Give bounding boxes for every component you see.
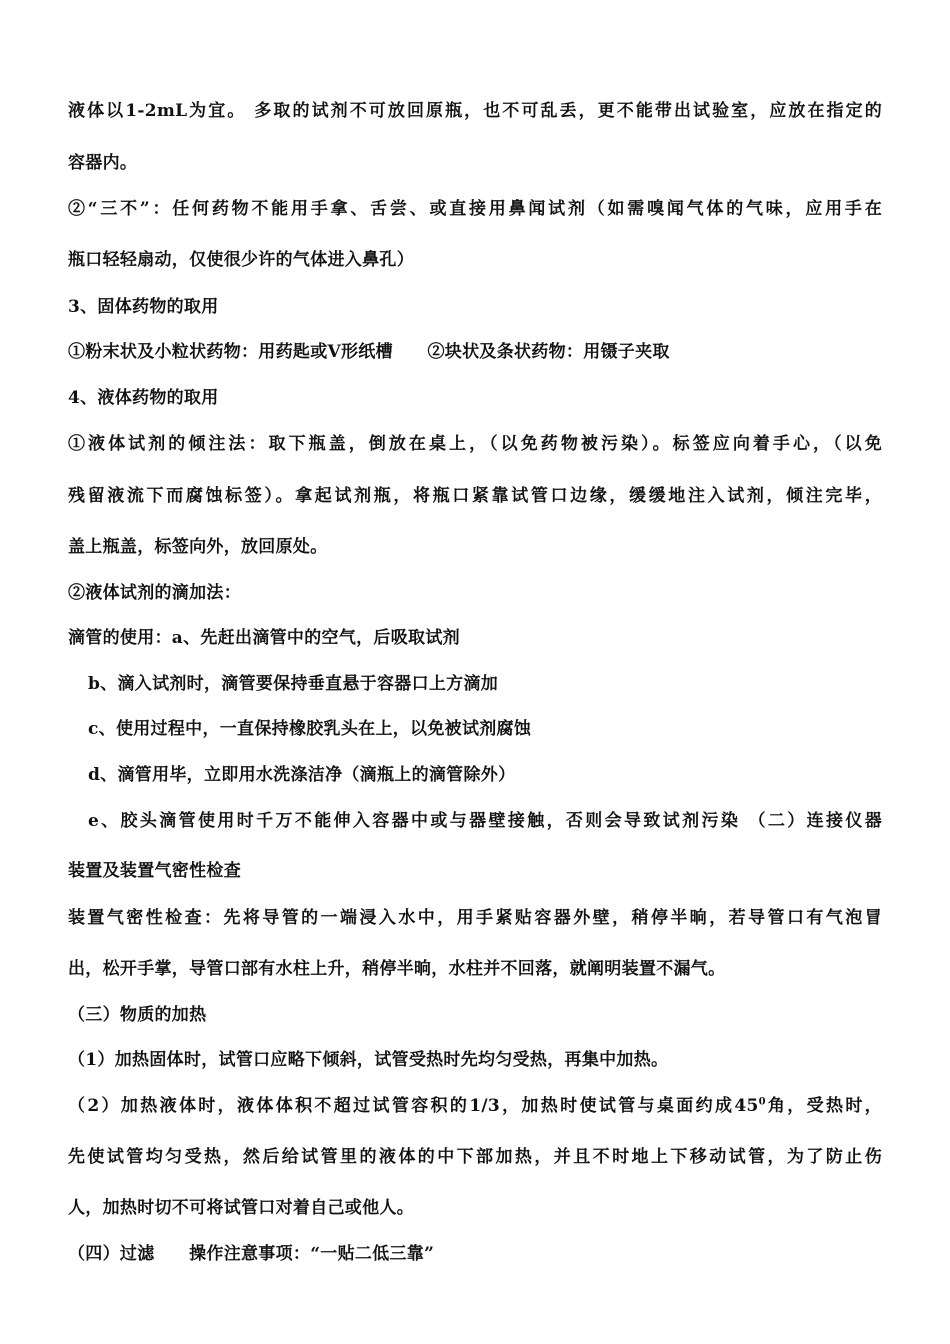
- text-line: ①粉末状及小粒状药物：用药匙或V形纸槽 ②块状及条状药物：用镊子夹取: [68, 342, 670, 362]
- text-line: [68, 1095, 882, 1117]
- section-heading: 4、液体药物的取用: [68, 388, 219, 408]
- text-line: 盖上瓶盖，标签向外，放回原处。: [68, 537, 328, 557]
- text-line: 液体以1-2mL为宜。 多取的试剂不可放回原瓶，也不可乱丢，更不能带出试验室，应放在指定的: [68, 101, 882, 121]
- text-line: （1）加热固体时，试管口应略下倾斜，试管受热时先均匀受热，再集中加热。: [68, 1050, 669, 1070]
- text-line: 先使试管均匀受热，然后给试管里的液体的中下部加热，并且不时地上下移动试管，为了防止伤: [68, 1147, 882, 1167]
- text-line: ②液体试剂的滴加法：: [68, 583, 241, 603]
- text-line: e、胶头滴管使用时千万不能伸入容器中或与器壁接触，否则会导致试剂污染 （二）连接仪器: [88, 811, 882, 831]
- section-heading: 3、固体药物的取用: [68, 297, 219, 317]
- section-heading: （四）过滤 操作注意事项：“一贴二低三靠”: [68, 1244, 435, 1264]
- section-heading: （三）物质的加热: [68, 1005, 207, 1025]
- text-line: 残留液流下而腐蚀标签）。拿起试剂瓶，将瓶口紧靠试管口边缘，缓缓地注入试剂，倾注完毕，: [68, 486, 882, 506]
- text-line: 出，松开手掌，导管口部有水柱上升，稍停半晌，水柱并不回落，就阐明装置不漏气。: [68, 959, 726, 979]
- text-line: c、使用过程中，一直保持橡胶乳头在上，以免被试剂腐蚀: [88, 719, 532, 739]
- text-segment: 角，受热时，: [765, 1096, 882, 1116]
- text-line: 人，加热时切不可将试管口对着自己或他人。: [68, 1198, 414, 1218]
- text-line: ①液体试剂的倾注法：取下瓶盖，倒放在桌上，（以免药物被污染）。标签应向着手心，（以免: [68, 434, 882, 454]
- text-line: d、滴管用毕，立即用水洗涤洁净（滴瓶上的滴管除外）: [88, 765, 516, 785]
- text-line: ②“三不”：任何药物不能用手拿、舌尝、或直接用鼻闻试剂（如需嗅闻气体的气味，应用手在: [68, 199, 882, 219]
- text-segment: （2）加热液体时，液体体积不超过试管容积的1/3，加热时使试管与桌面约成45: [68, 1096, 759, 1116]
- text-line: b、滴入试剂时，滴管要保持垂直悬于容器口上方滴加: [88, 674, 499, 694]
- text-line: 滴管的使用：a、先赶出滴管中的空气，后吸取试剂: [68, 628, 460, 648]
- superscript: 0: [758, 1096, 766, 1108]
- text-line: 容器内。: [68, 153, 138, 173]
- text-line: 装置气密性检查：先将导管的一端浸入水中，用手紧贴容器外壁，稍停半晌，若导管口有气泡冒: [68, 908, 882, 928]
- text-line: 装置及装置气密性检查: [68, 861, 241, 881]
- text-line: 瓶口轻轻扇动，仅使很少许的气体进入鼻孔）: [68, 250, 414, 270]
